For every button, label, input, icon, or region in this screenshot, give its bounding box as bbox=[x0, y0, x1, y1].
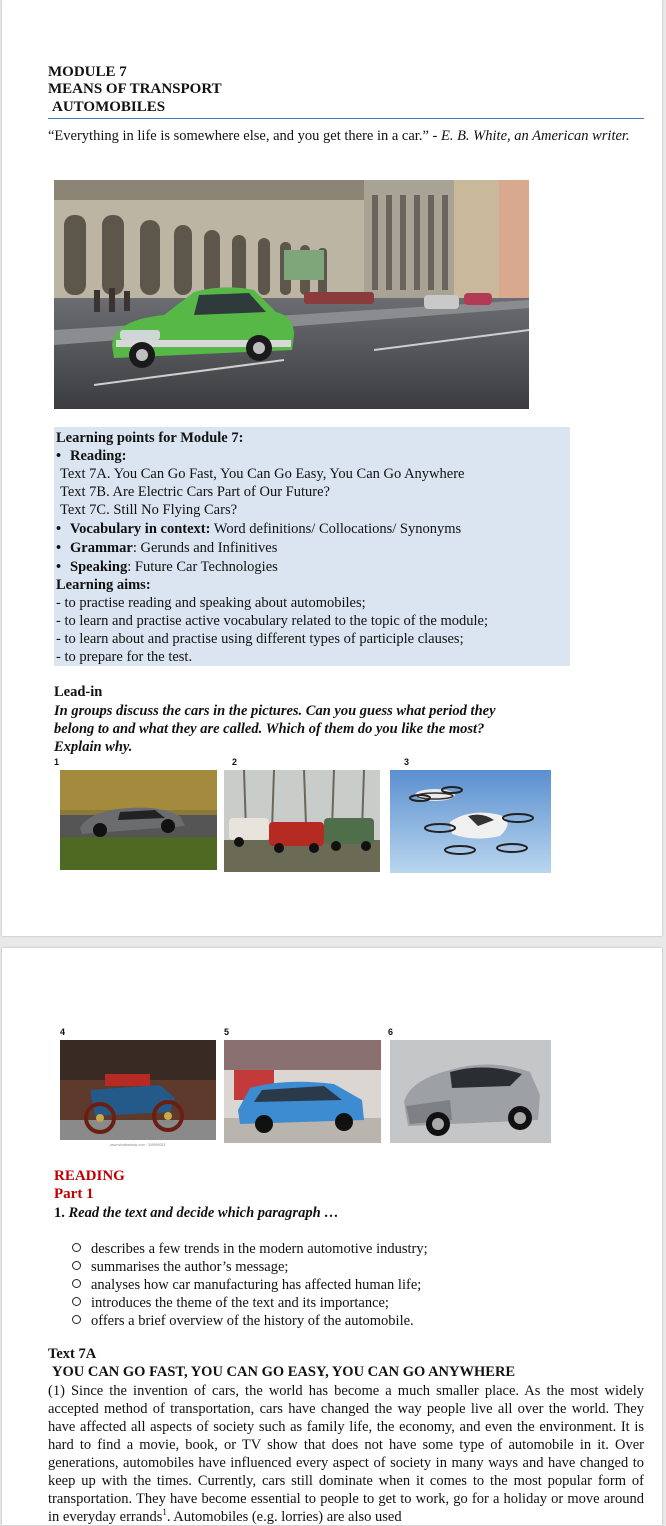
picture-number: 6 bbox=[388, 1027, 394, 1037]
aim-item: - to prepare for the test. bbox=[56, 649, 193, 665]
text-7c-item: Text 7C. Still No Flying Cars? bbox=[60, 502, 238, 518]
blue-small-car-photo bbox=[224, 1040, 381, 1143]
sports-car-photo bbox=[60, 770, 217, 870]
text-7b-item: Text 7B. Are Electric Cars Part of Our Future? bbox=[60, 484, 330, 500]
theme-heading: MEANS OF TRANSPORT bbox=[48, 81, 222, 97]
aim-item: - to learn about and practise using different types of participle clauses; bbox=[56, 631, 464, 647]
picture-number: 4 bbox=[60, 1027, 66, 1037]
circle-bullet-icon bbox=[72, 1243, 81, 1252]
learning-points-title: Learning points for Module 7: bbox=[56, 430, 244, 446]
part-heading: Part 1 bbox=[54, 1186, 94, 1202]
reading-heading: READING bbox=[54, 1168, 125, 1184]
havana-street-photo bbox=[54, 180, 529, 409]
aim-item: - to practise reading and speaking about automobiles; bbox=[56, 595, 366, 611]
picture-number: 1 bbox=[54, 757, 60, 767]
circle-bullet-icon bbox=[72, 1315, 81, 1324]
aim-item: - to learn and practise active vocabulary related to the topic of the module; bbox=[56, 613, 489, 629]
text-title: YOU CAN GO FAST, YOU CAN GO EASY, YOU CAN GO ANYWHERE bbox=[52, 1364, 516, 1380]
picture-number: 3 bbox=[404, 757, 410, 767]
vintage-car-photo bbox=[60, 1040, 216, 1140]
paragraph-options-list bbox=[72, 1240, 428, 1330]
page-1 bbox=[2, 0, 662, 936]
vocabulary-item: • Vocabulary in context: Word definitions/ Collocations/ Synonyms bbox=[56, 520, 461, 538]
circle-bullet-icon bbox=[72, 1279, 81, 1288]
photo-watermark: www.shutterstock.com · 305999315 bbox=[110, 1143, 166, 1147]
flying-car-photo bbox=[390, 770, 551, 873]
grammar-item: • Grammar: Gerunds and Infinitives bbox=[56, 539, 277, 557]
text-7a-item: Text 7A. You Can Go Fast, You Can Go Easy, You Can Go Anywhere bbox=[60, 466, 465, 482]
option-item: describes a few trends in the modern automotive industry; bbox=[72, 1240, 428, 1258]
text-label: Text 7A bbox=[48, 1346, 97, 1362]
speaking-item: • Speaking: Future Car Technologies bbox=[56, 558, 278, 576]
paragraph-1: (1) Since the invention of cars, the world has become a much smaller place. As the most widely accepted method of transportation, cars have changed the way people live all over the world. They have affected all aspects of society such as family life, the economy, and even the environment. It is hard to find a movie, book, or TV show that does not have some type of automobile in it. Over generations, automobiles have influenced every aspect of society in many ways and have changed to keep up with the times. Currently, cars still dominate when it comes to the most popular form of transportation. They have become essential to people to get to work, go for a holiday or move around in everyday errands$^1$. Automobiles (e.g. lorries) are also used bbox=[48, 1383, 644, 1525]
learning-aims-title: Learning aims: bbox=[56, 577, 151, 593]
learning-points-box bbox=[54, 427, 570, 666]
task-instruction: 1. Read the text and decide which paragraph … bbox=[54, 1205, 339, 1221]
option-item: introduces the theme of the text and its importance; bbox=[72, 1294, 428, 1312]
topic-heading: AUTOMOBILES bbox=[52, 99, 166, 115]
modern-car-photo bbox=[390, 1040, 551, 1143]
epigraph-quote bbox=[48, 127, 644, 146]
picture-number: 5 bbox=[224, 1027, 230, 1037]
module-heading: MODULE 7 bbox=[48, 64, 127, 80]
circle-bullet-icon bbox=[72, 1297, 81, 1306]
heading-rule bbox=[48, 118, 644, 119]
reading-label: • Reading: bbox=[56, 447, 126, 465]
option-item: summarises the author’s message; bbox=[72, 1258, 428, 1276]
option-item: analyses how car manufacturing has affected human life; bbox=[72, 1276, 428, 1294]
page-2 bbox=[2, 948, 662, 1525]
option-item: offers a brief overview of the history of the automobile. bbox=[72, 1312, 428, 1330]
lead-in-task: In groups discuss the cars in the pictures. Can you guess what period they belong to and what they are called. Which of them do you like the most? Explain why. bbox=[54, 703, 496, 755]
circle-bullet-icon bbox=[72, 1261, 81, 1270]
quote-text: “Everything in life is somewhere else, and you get there in a car.” - bbox=[48, 128, 441, 144]
soviet-cars-photo bbox=[224, 770, 380, 872]
picture-number: 2 bbox=[232, 757, 238, 767]
lead-in-title: Lead-in bbox=[54, 684, 103, 700]
quote-author: E. B. White, an American writer. bbox=[440, 128, 630, 144]
